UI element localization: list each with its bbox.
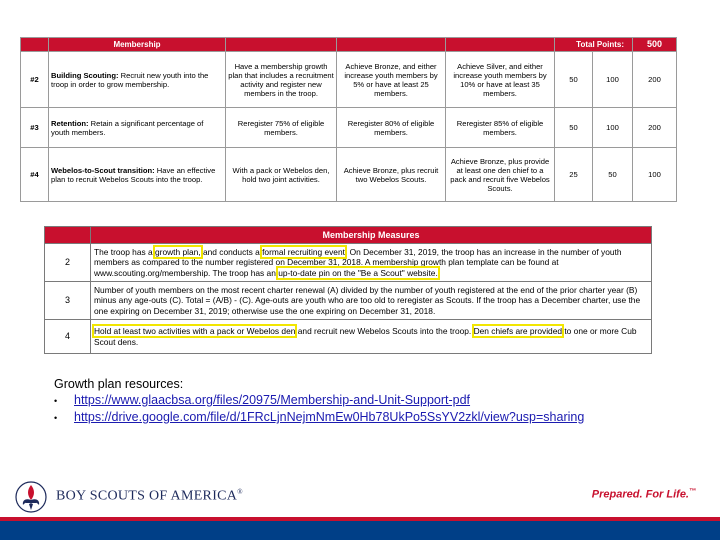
table-row — [45, 282, 652, 320]
row-number: 4 — [45, 320, 91, 354]
gold-cell: Achieve Bronze, plus provide at least one den chief to a pack and recruit five Webelos Scouts. — [446, 148, 555, 202]
highlight-growth-plan: growth plan, — [155, 246, 201, 257]
table-title: Membership — [49, 38, 226, 52]
table-header — [21, 38, 677, 52]
row-number: 2 — [45, 244, 91, 282]
table-row — [21, 52, 677, 108]
goal-cell: Building Scouting: Recruit new youth into the troop in order to grow membership. — [49, 52, 226, 108]
table-header — [45, 227, 652, 244]
bullet-icon: • — [54, 396, 58, 406]
silver-cell: Achieve Bronze, and either increase youth members by 5% or have at least 25 members. — [337, 52, 446, 108]
bsa-fleur-de-lis-icon — [14, 480, 48, 514]
highlight-recruiting-event: formal recruiting event — [262, 246, 345, 257]
bronze-cell: With a pack or Webelos den, hold two joint activities. — [226, 148, 337, 202]
gold-cell: Reregister 85% of eligible members. — [446, 108, 555, 148]
highlight-be-a-scout-pin: up-to-date pin on the "Be a Scout" website. — [278, 267, 438, 278]
table-row — [45, 244, 652, 282]
points-cell: 100 — [633, 148, 677, 202]
points-cell: 200 — [633, 108, 677, 148]
goal-cell: Retention: Retain a significant percentage of youth members. — [49, 108, 226, 148]
table-row — [21, 108, 677, 148]
resource-link-google-drive[interactable]: https://drive.google.com/file/d/1FRcLjnNejmNmEw0Hb78UkPo5SsYV2zkl/view?usp=sharing — [74, 410, 585, 424]
brand-name: BOY SCOUTS OF AMERICA® — [56, 488, 243, 504]
bronze-cell: Have a membership growth plan that includes a recruitment activity and register new members in the troop. — [226, 52, 337, 108]
silver-cell: Achieve Bronze, plus recruit two Webelos Scouts. — [337, 148, 446, 202]
list-item — [54, 409, 584, 426]
silver-cell: Reregister 80% of eligible members. — [337, 108, 446, 148]
measure-text: Number of youth members on the most recent charter renewal (A) divided by the number of youth registered at the end of the prior charter year (B) minus any age-outs (C). Total = (A/B) - (C). Age-outs are youth who are too old to reregister as Scouts. If the troop has a December charter, use the one expiring on December 31, 2019; otherwise use the one expiring on December 31, 2018. — [91, 282, 652, 320]
points-cell: 50 — [593, 148, 633, 202]
resources-title: Growth plan resources: — [54, 377, 184, 391]
footer-blue-bar — [0, 521, 720, 540]
points-cell: 100 — [593, 108, 633, 148]
growth-plan-resources — [54, 376, 584, 426]
bronze-cell: Reregister 75% of eligible members. — [226, 108, 337, 148]
membership-measures-table — [44, 226, 652, 354]
row-number: #4 — [21, 148, 49, 202]
total-points-label: Total Points: — [555, 38, 633, 52]
measure-text: Hold at least two activities with a pack or Webelos den and recruit new Webelos Scouts into the troop. Den chiefs are provided to one or more Cub Scout dens. — [91, 320, 652, 354]
points-cell: 200 — [633, 52, 677, 108]
brand-motto: Prepared. For Life.™ — [591, 488, 696, 501]
membership-points-table — [20, 37, 677, 202]
table-row — [21, 148, 677, 202]
resource-link-membership-pdf[interactable]: https://www.glaacbsa.org/files/20975/Membership-and-Unit-Support-pdf — [74, 393, 471, 407]
table-row — [45, 320, 652, 354]
goal-cell: Webelos-to-Scout transition: Have an effective plan to recruit Webelos Scouts into the troop. — [49, 148, 226, 202]
row-number: #3 — [21, 108, 49, 148]
bullet-icon: • — [54, 413, 58, 423]
row-number: 3 — [45, 282, 91, 320]
gold-cell: Achieve Silver, and either increase youth members by 10% or have at least 35 members. — [446, 52, 555, 108]
table-title: Membership Measures — [91, 227, 652, 244]
highlight-joint-activities: Hold at least two activities with a pack or Webelos den — [94, 326, 296, 336]
total-points-value: 500 — [633, 38, 677, 52]
list-item — [54, 392, 584, 409]
points-cell: 100 — [593, 52, 633, 108]
points-cell: 25 — [555, 148, 593, 202]
highlight-den-chiefs: Den chiefs are provided — [473, 326, 563, 336]
measure-text: The troop has a growth plan, and conducts a formal recruiting event. On December 31, 2019, the troop has an increase in the number of youth members as compared to the number registered on December 31, 2018. A membership growth plan template can be found at www.scouting.org/membership. The troop has an up-to-date pin on the "Be a Scout" website. — [91, 244, 652, 282]
row-number: #2 — [21, 52, 49, 108]
points-cell: 50 — [555, 108, 593, 148]
points-cell: 50 — [555, 52, 593, 108]
